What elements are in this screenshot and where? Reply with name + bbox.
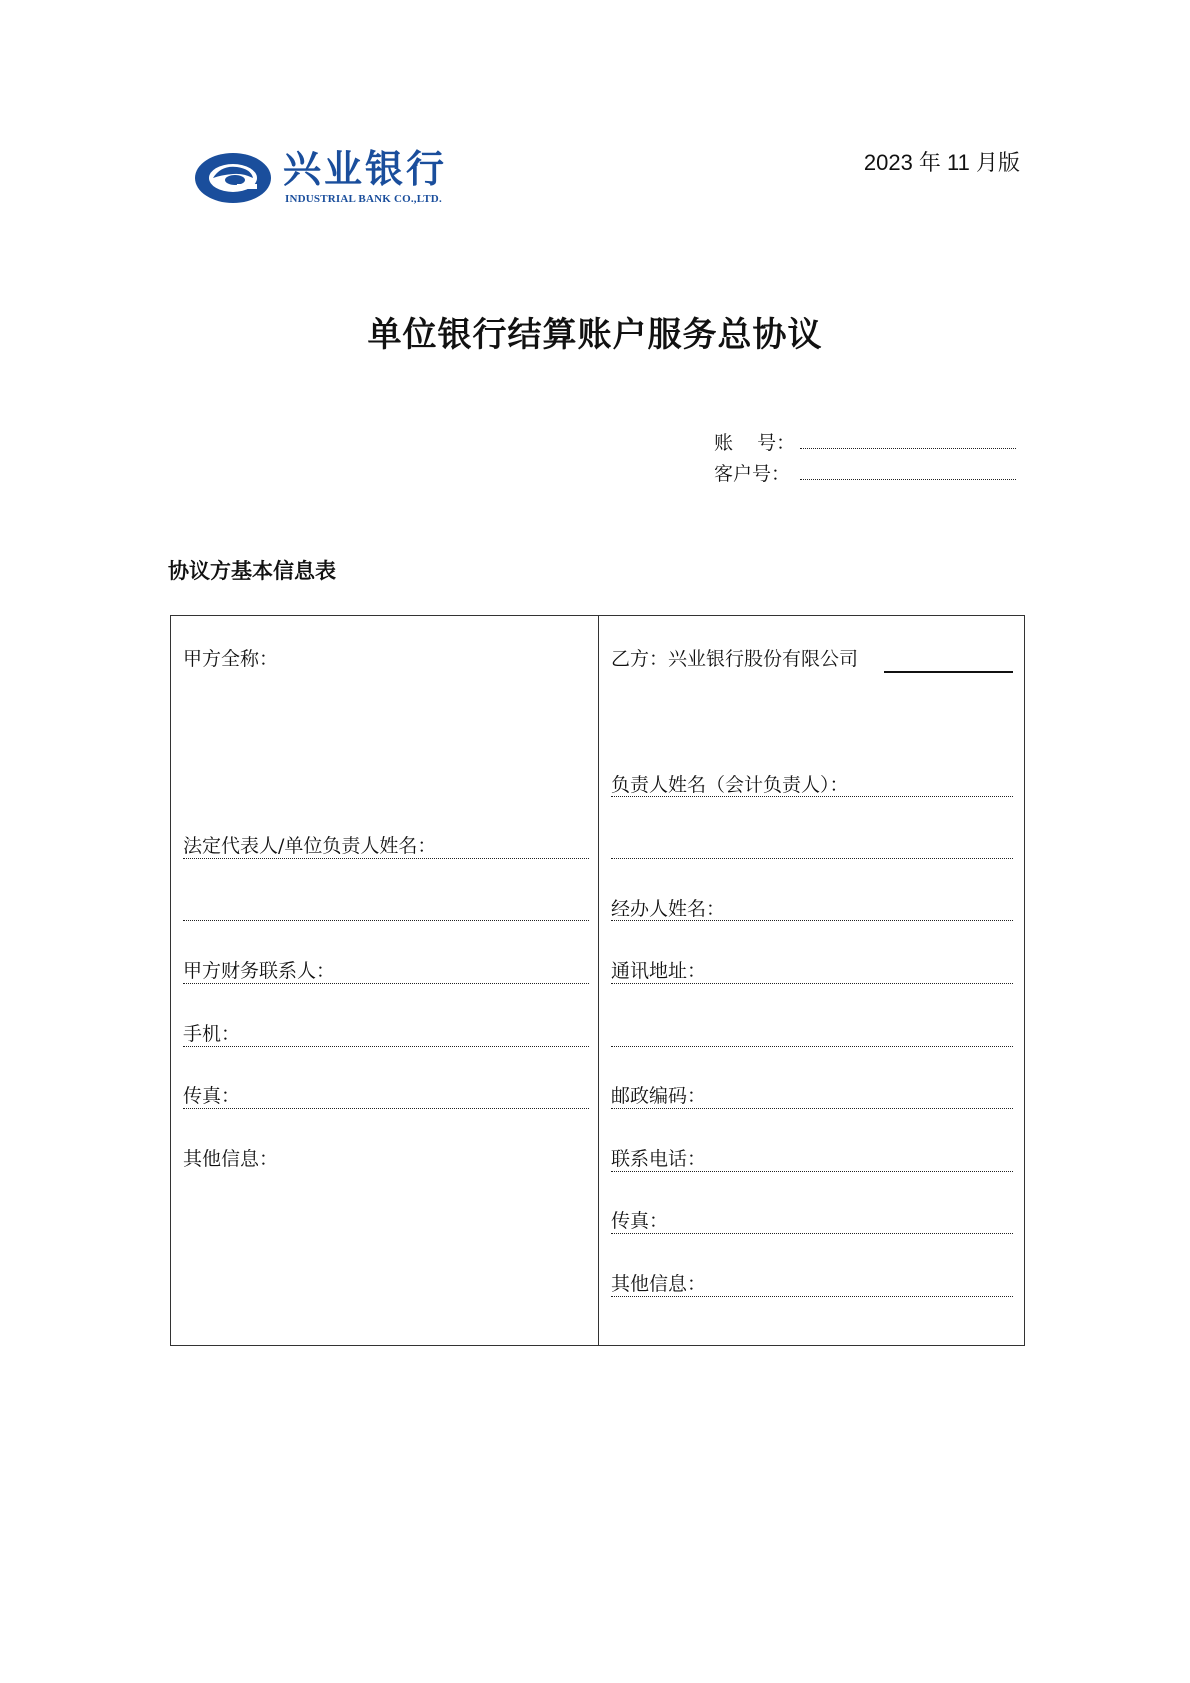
logo-chinese-name: 兴业银行 xyxy=(283,147,448,191)
edition-label: 2023 年 11 月版 xyxy=(863,150,1020,175)
account-number-field[interactable] xyxy=(714,428,1016,456)
bank-logo xyxy=(193,147,463,213)
party-b-postal-label: 邮政编码： xyxy=(611,1085,707,1107)
party-b-name-label: 乙方：兴业银行股份有限公司 xyxy=(611,648,859,670)
column-divider xyxy=(598,616,599,1345)
customer-number-label: 客户号： xyxy=(714,463,791,485)
account-number-line xyxy=(800,448,1016,449)
party-b-address-line[interactable] xyxy=(611,983,1013,984)
party-a-mobile-line[interactable] xyxy=(183,1046,589,1047)
section-heading: 协议方基本信息表 xyxy=(168,559,336,583)
party-a-finance-contact-label: 甲方财务联系人： xyxy=(183,960,336,982)
party-b-other-info-label: 其他信息： xyxy=(611,1273,707,1295)
party-b-phone-label: 联系电话： xyxy=(611,1148,707,1170)
party-b-address-line-2[interactable] xyxy=(611,1046,1013,1047)
party-a-legal-rep-line-2[interactable] xyxy=(183,920,589,921)
party-b-fax-line[interactable] xyxy=(611,1233,1013,1234)
customer-number-field[interactable] xyxy=(714,459,1016,487)
party-a-legal-rep-line[interactable] xyxy=(183,858,589,859)
party-a-full-name-label: 甲方全称： xyxy=(183,648,279,670)
customer-number-line xyxy=(800,479,1016,480)
party-b-handler-label: 经办人姓名： xyxy=(611,898,726,920)
party-b-address-label: 通讯地址： xyxy=(611,960,707,982)
party-a-legal-rep-label: 法定代表人/单位负责人姓名： xyxy=(183,835,437,857)
party-a-fax-line[interactable] xyxy=(183,1108,589,1109)
party-b-principal-line-2[interactable] xyxy=(611,858,1013,859)
party-b-principal-label: 负责人姓名（会计负责人）： xyxy=(611,774,849,796)
account-number-label: 账 号： xyxy=(714,432,796,454)
party-b-other-info-line[interactable] xyxy=(611,1296,1013,1297)
party-a-finance-contact-line[interactable] xyxy=(183,983,589,984)
party-info-table xyxy=(170,615,1025,1346)
party-a-fax-label: 传真： xyxy=(183,1085,241,1107)
party-b-fax-label: 传真： xyxy=(611,1210,669,1232)
party-b-postal-line[interactable] xyxy=(611,1108,1013,1109)
party-b-branch-line[interactable] xyxy=(884,671,1013,673)
party-a-other-info-label: 其他信息： xyxy=(183,1148,279,1170)
bank-logo-icon xyxy=(193,151,273,205)
logo-english-name: INDUSTRIAL BANK CO.,LTD. xyxy=(285,193,442,205)
party-b-principal-line[interactable] xyxy=(611,796,1013,797)
party-b-phone-line[interactable] xyxy=(611,1171,1013,1172)
party-b-handler-line[interactable] xyxy=(611,920,1013,921)
document-title: 单位银行结算账户服务总协议 xyxy=(367,315,823,355)
party-a-mobile-label: 手机： xyxy=(183,1023,241,1045)
